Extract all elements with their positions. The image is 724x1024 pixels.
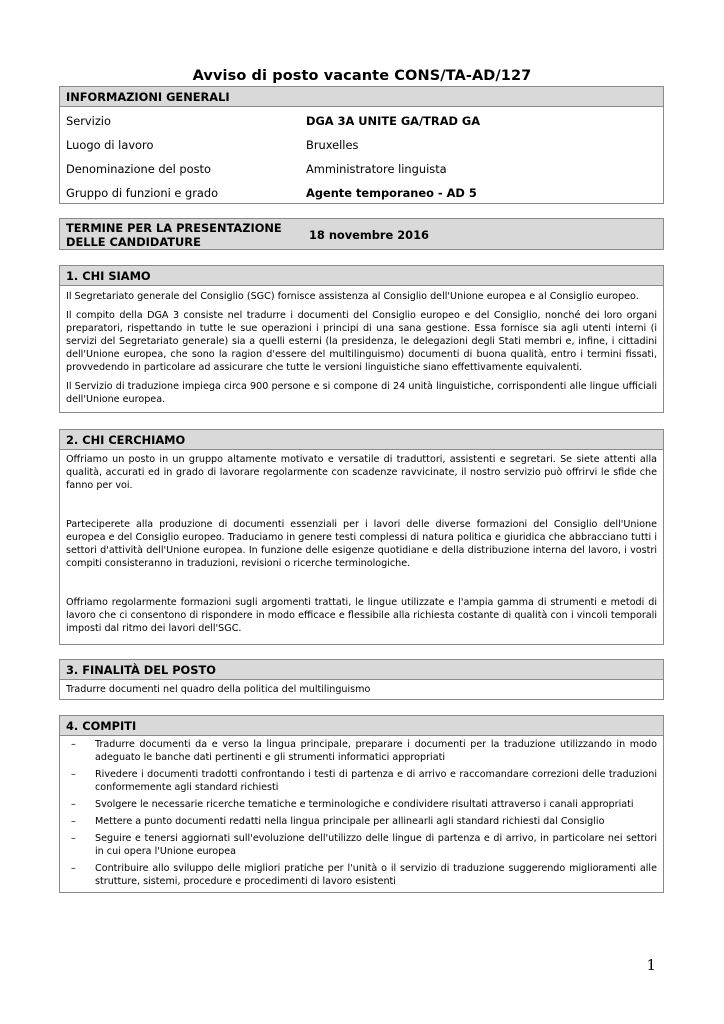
deadline-label-line1: TERMINE PER LA PRESENTAZIONE	[66, 221, 282, 235]
section1-paragraph: Il compito della DGA 3 consiste nel tradurre i documenti del Consiglio europeo e del Consiglio, nonché dei loro organi preparatori, rispettando in tutte le sue operazioni i principi di una sana gestione. Essa fornisce sia agli utenti interni (i servizi del Segretariato generale) sia a quelli esterni (la presidenza, le delegazioni degli Stati membri e, infine, i cittadini dell'Unione europea, che sono la ragion d'essere del multilinguismo) documenti di buona qualità, entro i termini fissati, provvedendo in particolare ad assicurare che tutte le versioni linguistiche siano effettivamente equivalenti.	[66, 310, 657, 373]
section2-paragraph: Offriamo un posto in un gruppo altamente motivato e versatile di traduttori, assistenti e segretari. Se siete attenti alla qualità, accurati ed in grado di lavorare regolarmente con scadenze ravvicinate, il nostro servizio può offrirvi le sfide che fanno per voi.	[66, 454, 657, 491]
section4-heading: 4. COMPITI	[60, 716, 663, 736]
deadline-label-line2: DELLE CANDIDATURE	[66, 235, 201, 249]
general-info-section	[59, 86, 664, 204]
task-item	[60, 798, 663, 811]
workplace-label: Luogo di lavoro	[66, 138, 154, 152]
grade-value: Agente temporaneo - AD 5	[306, 186, 477, 200]
task-item-text: Seguire e tenersi aggiornati sull'evoluzione dell'utilizzo delle lingue di partenza e di arrivo, in particolare nei settori in cui opera l'Unione europea	[95, 833, 657, 857]
section3-text: Tradurre documenti nel quadro della politica del multilinguismo	[66, 684, 371, 695]
deadline-section	[59, 218, 664, 250]
section2-paragraph: Offriamo regolarmente formazioni sugli argomenti trattati, le lingue utilizzate e l'ampia gamma di strumenti e metodi di lavoro che ci consentono di rispondere in modo efficace e flessibile alla richiesta costante di qualità con i vincoli temporali imposti dal ritmo dei lavori dell'SGC.	[66, 597, 657, 634]
deadline-label	[66, 221, 282, 249]
section-who-we-seek	[59, 429, 664, 645]
section2-paragraph: Parteciperete alla produzione di documenti essenziali per i lavori delle diverse formazioni del Consiglio dell'Unione europea e del Consiglio europeo. Traduciamo in genere testi complessi di natura politica e giuridica che abbracciano tutti i settori d'attività dell'Unione europea. In funzione delle esigenze quotidiane e della distribuzione interna del lavoro, i vostri compiti consisteranno in traduzioni, revisioni o ricerche terminologiche.	[66, 519, 657, 569]
section1-paragraph: Il Servizio di traduzione impiega circa 900 persone e si compone di 24 unità linguistiche, corrispondenti alle lingue ufficiali dell'Unione europea.	[66, 381, 657, 405]
page-title: Avviso di posto vacante CONS/TA-AD/127	[192, 68, 532, 84]
service-label: Servizio	[66, 114, 111, 128]
task-item	[60, 738, 663, 764]
post-title-label: Denominazione del posto	[66, 162, 211, 176]
bullet-dash: –	[71, 799, 76, 810]
post-title-value: Amministratore linguista	[306, 162, 447, 176]
section1-heading: 1. CHI SIAMO	[60, 266, 663, 286]
task-item	[60, 815, 663, 828]
bullet-dash: –	[71, 863, 76, 874]
task-item	[60, 768, 663, 794]
bullet-dash: –	[71, 833, 76, 844]
task-item-text: Mettere a punto documenti redatti nella lingua principale per allinearli agli standard richiesti dal Consiglio	[95, 816, 605, 827]
section-who-we-are	[59, 265, 664, 413]
service-value: DGA 3A UNITE GA/TRAD GA	[306, 114, 481, 128]
bullet-dash: –	[71, 739, 76, 750]
task-item-text: Tradurre documenti da e verso la lingua principale, preparare i documenti per la traduzione utilizzando in modo adeguato le banche dati pertinenti e gli strumenti informatici appropriati	[95, 739, 657, 763]
task-item-text: Svolgere le necessarie ricerche tematiche e terminologiche e condividere risultati attraverso i canali appropriati	[95, 799, 634, 810]
section1-paragraph: Il Segretariato generale del Consiglio (SGC) fornisce assistenza al Consiglio dell'Unione europea e al Consiglio europeo.	[66, 291, 639, 302]
section-tasks	[59, 715, 664, 893]
deadline-date: 18 novembre 2016	[309, 228, 429, 242]
task-item-text: Contribuire allo sviluppo delle migliori pratiche per l'unità o il servizio di traduzione suggerendo miglioramenti alle strutture, sistemi, procedure e procedimenti di lavoro esistenti	[95, 863, 657, 887]
section2-heading: 2. CHI CERCHIAMO	[60, 430, 663, 450]
task-item	[60, 862, 663, 888]
bullet-dash: –	[71, 816, 76, 827]
workplace-value: Bruxelles	[306, 138, 359, 152]
grade-label: Gruppo di funzioni e grado	[66, 186, 219, 200]
task-item	[60, 832, 663, 858]
section-purpose	[59, 659, 664, 700]
section3-heading: 3. FINALITÀ DEL POSTO	[60, 660, 663, 680]
page-number: 1	[646, 956, 656, 974]
task-item-text: Rivedere i documenti tradotti confrontando i testi di partenza e di arrivo e raccomandare correzioni delle traduzioni conformemente agli standard richiesti	[95, 769, 657, 793]
bullet-dash: –	[71, 769, 76, 780]
general-info-heading: INFORMAZIONI GENERALI	[60, 87, 663, 107]
